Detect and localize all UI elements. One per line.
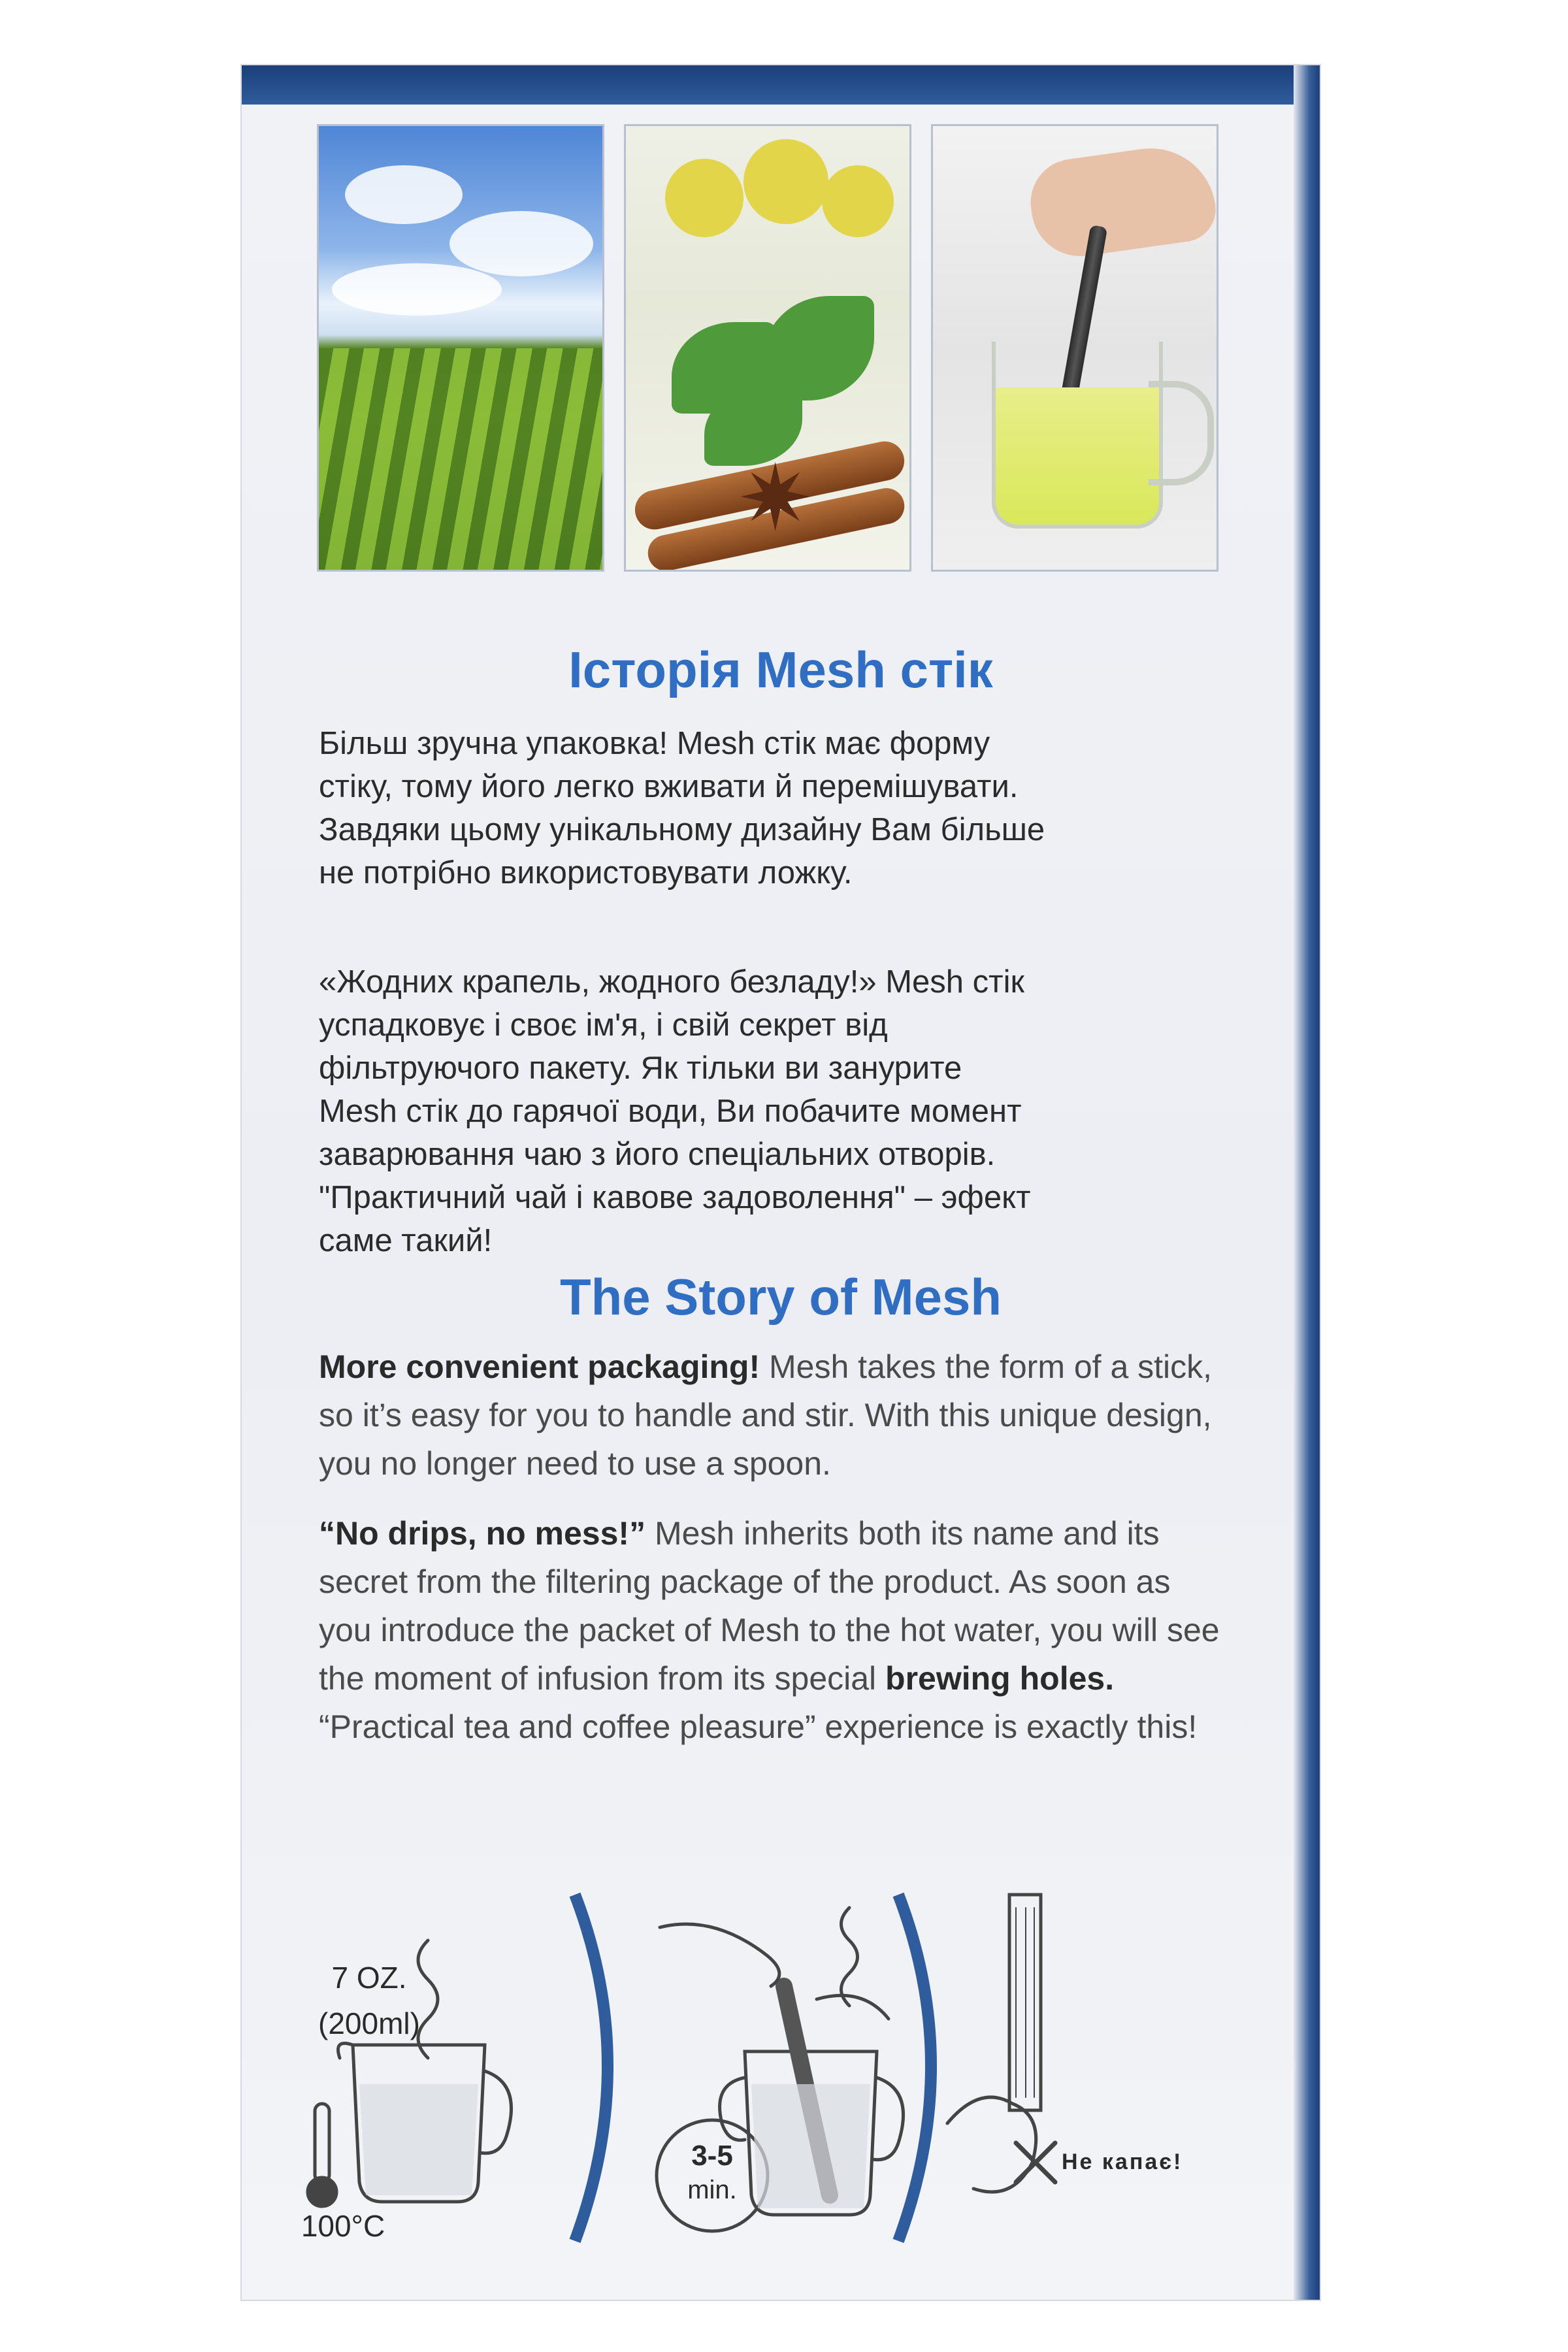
ua-p2-line: фільтруючого пакету. Як тільки ви занурите: [319, 1051, 962, 1086]
cloud-shape: [332, 263, 502, 316]
brewing-instructions: [242, 1888, 1320, 2254]
en-p1-rest: Mesh takes the form of a stick, so it’s easy for you to handle and stir. With this unique design, you no longer need to use a spoon.: [319, 1348, 1213, 1482]
volume-ml-label: (200ml): [318, 2006, 420, 2040]
stir-arrow-icon: [817, 1995, 889, 2019]
en-p2-mid: Mesh inherits both its name and its secret from the filtering package of the product. As soon as you introduce the packet of Mesh to the hot water, you will see the moment of infusion from its special: [319, 1515, 1220, 1697]
cloud-shape: [449, 211, 593, 276]
tea-rows: [319, 348, 602, 570]
ua-p2-line: «Жодних крапель, жодного безладу!» Mesh стік: [319, 964, 1024, 1000]
dill-flower: [665, 159, 743, 237]
ua-p2-line: заварювання чаю з його спеціальних отворів.: [319, 1137, 996, 1172]
volume-oz-label: 7 OZ.: [331, 1961, 407, 1995]
dill-flower: [822, 165, 894, 237]
herbs-spices-photo: [624, 124, 911, 572]
time-unit-label: min.: [687, 2176, 737, 2204]
hand-icon: [660, 1924, 779, 1986]
step-separator: [898, 1895, 931, 2241]
mint-leaf: [763, 296, 874, 400]
step-separator: [575, 1895, 608, 2241]
en-p2-bold2: brewing holes.: [885, 1660, 1115, 1697]
ua-p2-line: успадковує і своє ім'я, і свій секрет від: [319, 1007, 888, 1043]
ua-p2-line: Mesh стік до гарячої води, Ви побачите момент: [319, 1094, 1022, 1129]
star-anise-icon: ✷: [737, 447, 814, 549]
en-p2-bold: “No drips, no mess!”: [319, 1515, 646, 1552]
en-p2-end: “Practical tea and coffee pleasure” experience is exactly this!: [319, 1708, 1198, 1745]
steam-icon: [841, 1908, 858, 2006]
en-paragraph-2: [319, 1509, 1227, 1751]
instructions-drawing: [242, 1888, 1320, 2254]
ua-p1-line: Завдяки цьому унікальному дизайну Вам більше: [319, 812, 1045, 847]
ua-p1-line: Більш зручна упаковка! Mesh стік має форму: [319, 726, 990, 761]
dill-flower: [743, 139, 828, 224]
cloud-shape: [345, 165, 463, 224]
cup-handle-icon: [480, 2071, 512, 2153]
tea-field-photo: [317, 124, 604, 572]
en-title: The Story of Mesh: [559, 1268, 1002, 1326]
time-label: 3-5: [691, 2140, 733, 2172]
ua-p1-line: стіку, тому його легко вживати й перемішувати.: [319, 769, 1019, 804]
ua-p2-line: "Практичний чай і кавове задоволення" – эфект: [319, 1180, 1031, 1215]
cup-handle-shape: [1149, 381, 1214, 485]
glass-cup-shape: [992, 342, 1163, 529]
top-blue-edge: [242, 65, 1320, 105]
package-side-panel: [242, 65, 1320, 2300]
no-drip-label: Не капає!: [1062, 2149, 1183, 2174]
ua-title: Історія Mesh стік: [568, 641, 993, 698]
mesh-stick-in-cup-photo: [931, 124, 1218, 572]
temperature-label: 100°C: [301, 2209, 385, 2243]
ua-p1-line: не потрібно використовувати ложку.: [319, 855, 853, 890]
ua-paragraph-2: [319, 960, 1227, 1262]
ua-paragraph-1: [319, 722, 1227, 894]
thermometer-icon: [315, 2104, 329, 2182]
ua-p2-line: саме такий!: [319, 1223, 493, 1258]
en-p1-bold: More convenient packaging!: [319, 1348, 760, 1385]
hand-shape: [1025, 140, 1218, 263]
en-paragraph-1: [319, 1343, 1227, 1488]
